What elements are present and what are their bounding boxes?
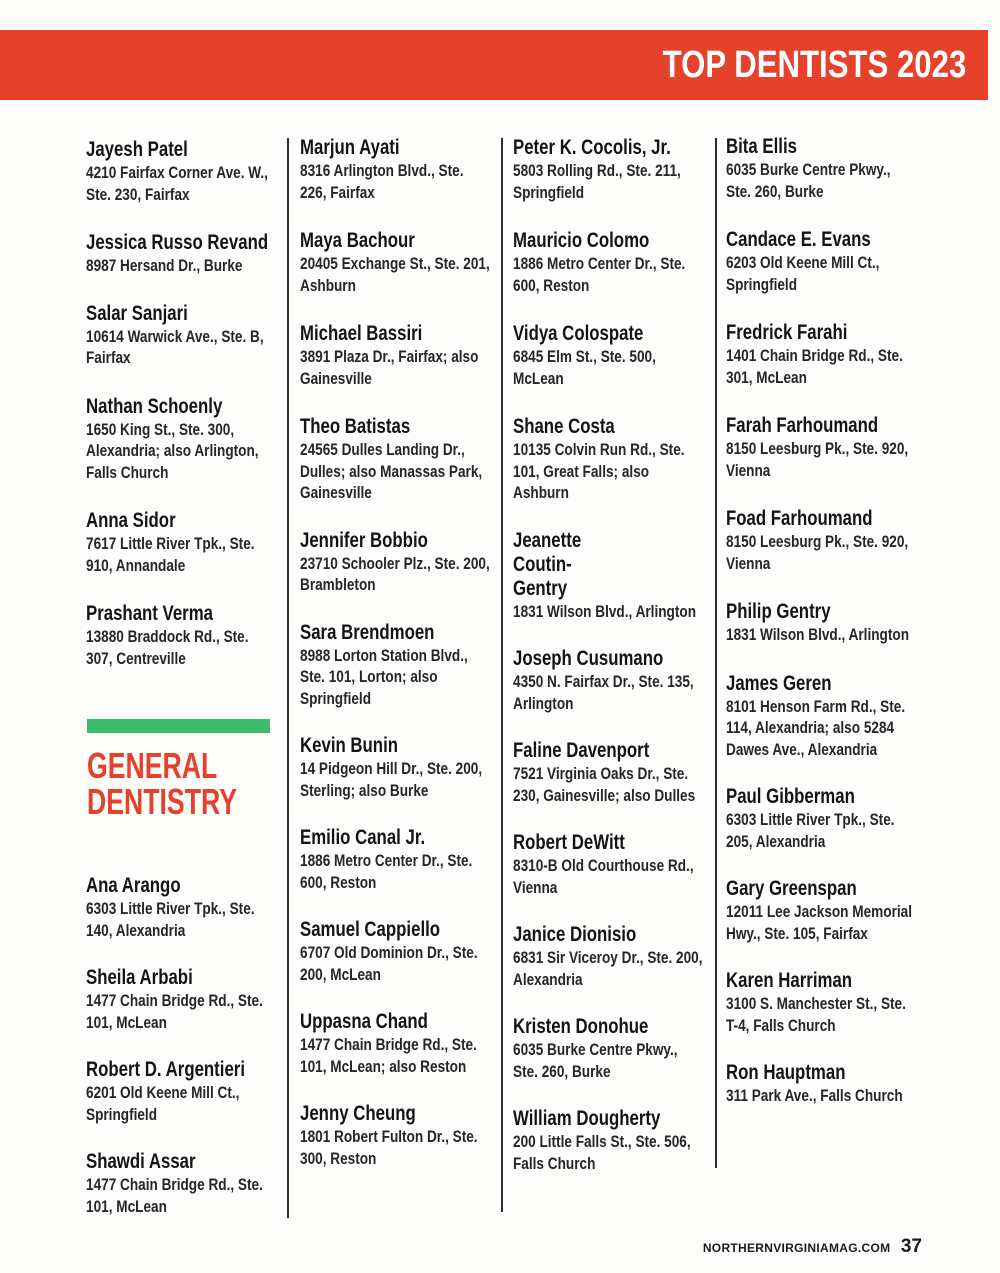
list-item — [513, 529, 713, 623]
dentist-address: 6035 Burke Centre Pkwy., Ste. 260, Burke — [726, 160, 891, 201]
list-item — [726, 600, 926, 646]
dentist-name: Uppasna Chand — [300, 1010, 428, 1033]
list-item — [513, 923, 713, 990]
dentist-name: Faline Davenport — [513, 739, 650, 762]
dentist-name: Gary Greenspan — [726, 877, 857, 900]
dentist-name: Jeanette Coutin-Gentry — [513, 528, 582, 600]
dentist-address: 20405 Exchange St., Ste. 201, Ashburn — [300, 254, 490, 295]
dentist-name: Jayesh Patel — [86, 138, 188, 161]
dentist-address: 6303 Little River Tpk., Ste. 140, Alexandria — [86, 899, 255, 940]
column-1 — [86, 132, 286, 669]
dentist-name: Ana Arango — [86, 874, 181, 897]
dentist-name: Vidya Colospate — [513, 322, 644, 345]
dentist-name: Fredrick Farahi — [726, 321, 848, 344]
dentist-name: Peter K. Cocolis, Jr. — [513, 136, 671, 159]
dentist-address: 3891 Plaza Dr., Fairfax; also Gainesville — [300, 347, 479, 388]
section-title: GENERAL DENTISTRY — [87, 745, 237, 822]
dentist-name: Jennifer Bobbio — [300, 528, 428, 552]
list-item — [513, 1015, 713, 1082]
dentist-address: 10614 Warwick Ave., Ste. B, Fairfax — [86, 326, 264, 367]
list-item — [513, 1107, 713, 1174]
dentist-address: 1831 Wilson Blvd., Arlington — [513, 601, 696, 621]
dentist-name: Shane Costa — [513, 415, 615, 438]
list-item — [86, 138, 286, 205]
page-footer — [703, 1236, 922, 1258]
dentist-name: Joseph Cusumano — [513, 647, 664, 670]
dentist-name: Maya Bachour — [300, 229, 415, 252]
dentist-address: 311 Park Ave., Falls Church — [726, 1086, 903, 1105]
dentist-address: 12011 Lee Jackson Memorial Hwy., Ste. 105, Fairfax — [726, 902, 912, 943]
general-dentistry-list — [86, 874, 286, 1217]
dentist-address: 8150 Leesburg Pk., Ste. 920, Vienna — [726, 439, 909, 480]
page-number: 37 — [900, 1236, 922, 1257]
list-item — [513, 322, 713, 389]
list-item — [726, 507, 926, 574]
dentist-address: 8101 Henson Farm Rd., Ste. 114, Alexandria; also 5284 Dawes Ave., Alexandria — [726, 696, 906, 759]
column-2 — [300, 132, 500, 1169]
dentist-address: 1886 Metro Center Dr., Ste. 600, Reston — [513, 254, 686, 295]
dentist-name: Theo Batistas — [300, 415, 411, 438]
list-item — [300, 229, 500, 296]
dentist-address: 1477 Chain Bridge Rd., Ste. 101, McLean — [86, 991, 263, 1032]
dentist-address: 8987 Hersand Dr., Burke — [86, 256, 243, 275]
header-band — [0, 30, 988, 100]
dentist-address: 1831 Wilson Blvd., Arlington — [726, 625, 909, 644]
list-item — [300, 918, 500, 985]
dentist-address: 200 Little Falls St., Ste. 506, Falls Church — [513, 1132, 691, 1173]
dentist-name: Prashant Verma — [86, 602, 214, 625]
dentist-name: William Dougherty — [513, 1107, 661, 1130]
list-item — [86, 602, 286, 669]
dentist-address: 8150 Leesburg Pk., Ste. 920, Vienna — [726, 532, 909, 573]
list-item — [300, 136, 500, 203]
dentist-address: 8310-B Old Courthouse Rd., Vienna — [513, 856, 694, 897]
dentist-name: Jessica Russo Revand — [86, 231, 269, 254]
list-item — [86, 395, 286, 484]
column-divider — [715, 138, 717, 1168]
dentist-name: Nathan Schoenly — [86, 394, 223, 418]
dentist-name: Marjun Ayati — [300, 136, 400, 159]
list-item — [86, 966, 286, 1033]
list-item — [513, 229, 713, 296]
dentist-address: 1477 Chain Bridge Rd., Ste. 101, McLean — [86, 1175, 263, 1216]
list-item — [726, 321, 926, 388]
dentist-name: Jenny Cheung — [300, 1102, 416, 1125]
dentist-name: Mauricio Colomo — [513, 229, 650, 252]
dentist-address: 23710 Schooler Plz., Ste. 200, Brambleton — [300, 553, 490, 594]
list-item — [513, 415, 713, 504]
dentist-name: James Geren — [726, 671, 832, 695]
dentist-name: Robert D. Argentieri — [86, 1058, 245, 1081]
dentist-name: Michael Bassiri — [300, 322, 423, 345]
list-item — [726, 877, 926, 944]
dentist-address: 5803 Rolling Rd., Ste. 211, Springfield — [513, 161, 681, 202]
dentist-address: 6035 Burke Centre Pkwy., Ste. 260, Burke — [513, 1040, 678, 1081]
list-item — [86, 874, 286, 941]
dentist-address: 1477 Chain Bridge Rd., Ste. 101, McLean; also Reston — [300, 1035, 477, 1076]
dentist-address: 24565 Dulles Landing Dr., Dulles; also Manassas Park, Gainesville — [300, 440, 483, 502]
list-item — [300, 1102, 500, 1169]
dentist-address: 6707 Old Dominion Dr., Ste. 200, McLean — [300, 943, 478, 984]
dentist-address: 1401 Chain Bridge Rd., Ste. 301, McLean — [726, 346, 903, 387]
dentist-address: 6303 Little River Tpk., Ste. 205, Alexandria — [726, 810, 895, 851]
dentist-address: 10135 Colvin Run Rd., Ste. 101, Great Falls; also Ashburn — [513, 440, 685, 502]
dentist-address: 7617 Little River Tpk., Ste. 910, Annandale — [86, 534, 255, 575]
column-4 — [726, 132, 926, 1107]
dentist-name: Foad Farhoumand — [726, 507, 873, 530]
list-item — [513, 647, 713, 714]
dentist-name: Sheila Arbabi — [86, 966, 193, 989]
list-item — [513, 739, 713, 806]
dentist-name: Paul Gibberman — [726, 785, 855, 808]
list-item — [86, 1058, 286, 1125]
dentist-address: 1801 Robert Fulton Dr., Ste. 300, Reston — [300, 1127, 478, 1168]
list-item — [513, 136, 713, 203]
dentist-address: 6201 Old Keene Mill Ct., Springfield — [86, 1083, 240, 1124]
dentist-name: Candace E. Evans — [726, 228, 871, 251]
dentist-name: Emilio Canal Jr. — [300, 826, 426, 849]
list-item — [300, 322, 500, 389]
list-item — [726, 785, 926, 852]
list-item — [300, 826, 500, 893]
column-3 — [513, 132, 713, 1174]
list-item — [86, 1150, 286, 1217]
list-item — [513, 831, 713, 898]
list-item — [726, 1061, 926, 1107]
dentist-address: 6845 Elm St., Ste. 500, McLean — [513, 347, 656, 388]
dentist-name: Ron Hauptman — [726, 1061, 846, 1084]
dentist-name: Bita Ellis — [726, 135, 797, 158]
dentist-address: 3100 S. Manchester St., Ste. T-4, Falls Church — [726, 994, 906, 1035]
list-item — [726, 672, 926, 761]
dentist-name: Karen Harriman — [726, 969, 853, 992]
list-item — [726, 228, 926, 295]
dentist-name: Farah Farhoumand — [726, 414, 879, 437]
dentist-name: Kristen Donohue — [513, 1015, 649, 1038]
dentist-name: Shawdi Assar — [86, 1150, 196, 1173]
list-item — [300, 734, 500, 801]
dentist-name: Janice Dionisio — [513, 923, 637, 946]
dentist-address: 4350 N. Fairfax Dr., Ste. 135, Arlington — [513, 672, 694, 713]
list-item — [86, 302, 286, 369]
column-divider — [501, 138, 503, 1212]
list-item — [726, 969, 926, 1036]
dentist-address: 6203 Old Keene Mill Ct., Springfield — [726, 253, 880, 294]
list-item — [300, 621, 500, 710]
list-item — [726, 135, 926, 202]
list-item — [300, 1010, 500, 1077]
list-item — [300, 529, 500, 596]
dentist-name: Philip Gentry — [726, 600, 831, 623]
dentist-name: Salar Sanjari — [86, 301, 188, 325]
list-item — [86, 231, 286, 277]
section-accent-bar — [87, 719, 270, 733]
dentist-address: 4210 Fairfax Corner Ave. W., Ste. 230, Fairfax — [86, 163, 268, 204]
dentist-address: 13880 Braddock Rd., Ste. 307, Centreville — [86, 627, 249, 668]
dentist-address: 14 Pidgeon Hill Dr., Ste. 200, Sterling; also Burke — [300, 759, 483, 800]
dentist-address: 1886 Metro Center Dr., Ste. 600, Reston — [300, 851, 473, 892]
dentist-address: 8316 Arlington Blvd., Ste. 226, Fairfax — [300, 161, 464, 202]
dentist-name: Anna Sidor — [86, 509, 176, 532]
dentist-address: 8988 Lorton Station Blvd., Ste. 101, Lorton; also Springfield — [300, 645, 468, 708]
list-item — [86, 509, 286, 576]
dentist-address: 6831 Sir Viceroy Dr., Ste. 200, Alexandria — [513, 948, 703, 989]
dentist-name: Robert DeWitt — [513, 831, 625, 854]
list-item — [300, 415, 500, 504]
dentist-name: Samuel Cappiello — [300, 918, 441, 941]
dentist-name: Sara Brendmoen — [300, 620, 435, 644]
footer-site-url: NORTHERNVIRGINIAMAG.COM — [702, 1241, 891, 1255]
dentist-name: Kevin Bunin — [300, 734, 399, 757]
dentist-address: 7521 Virginia Oaks Dr., Ste. 230, Gainesville; also Dulles — [513, 764, 696, 805]
list-item — [726, 414, 926, 481]
dentist-address: 1650 King St., Ste. 300, Alexandria; also Arlington, Falls Church — [86, 419, 259, 482]
page-title: TOP DENTISTS 2023 — [662, 44, 966, 86]
column-divider — [287, 138, 289, 1218]
